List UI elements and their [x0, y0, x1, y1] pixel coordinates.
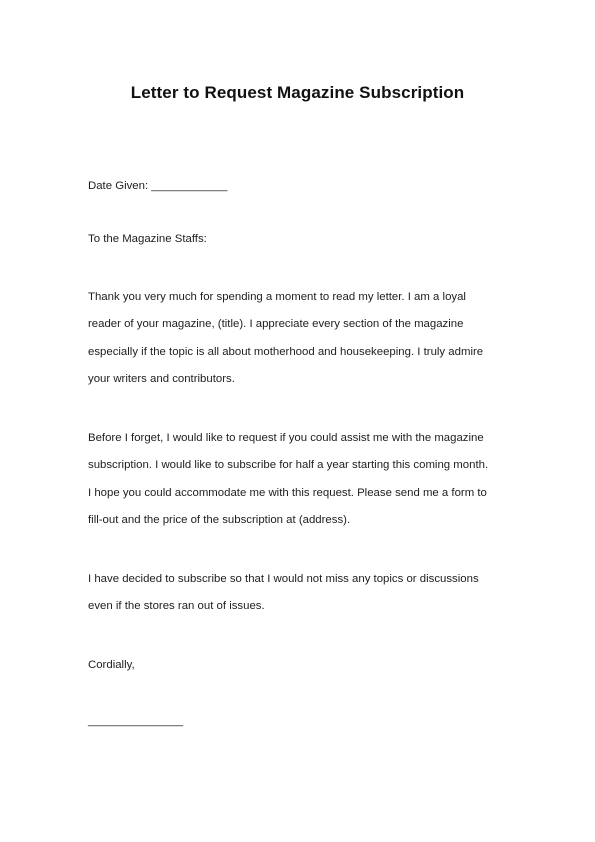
paragraph-line: even if the stores ran out of issues.	[88, 600, 265, 613]
paragraph-line: especially if the topic is all about motherhood and housekeeping. I truly admire	[88, 345, 484, 358]
paragraph-line: Thank you very much for spending a moment to read my letter. I am a loyal	[88, 291, 466, 303]
paragraph-line: fill-out and the price of the subscription at (address).	[88, 514, 351, 527]
closing-text: Cordially,	[88, 659, 135, 671]
paragraph-line: your writers and contributors.	[88, 373, 235, 386]
paragraph-reason	[88, 566, 518, 621]
paragraph-intro	[88, 284, 518, 394]
signature-line: _______________	[88, 715, 184, 727]
greeting-text: To the Magazine Staffs:	[88, 233, 207, 245]
paragraph-line: subscription. I would like to subscribe for half a year starting this coming month.	[88, 459, 489, 472]
paragraph-line: I hope you could accommodate me with this request. Please send me a form to	[88, 486, 487, 499]
date-given-text: Date Given: ____________	[88, 180, 228, 192]
paragraph-line: Before I forget, I would like to request if you could assist me with the magazine	[88, 432, 484, 444]
paragraph-line: I have decided to subscribe so that I would not miss any topics or discussions	[88, 573, 479, 585]
paragraph-request	[88, 425, 518, 535]
letter-title: Letter to Request Magazine Subscription	[130, 83, 465, 102]
signature-block	[88, 708, 518, 735]
date-line	[88, 173, 518, 200]
closing	[88, 652, 518, 679]
paragraph-line: reader of your magazine, (title). I appreciate every section of the magazine	[88, 318, 464, 331]
greeting	[88, 226, 518, 253]
